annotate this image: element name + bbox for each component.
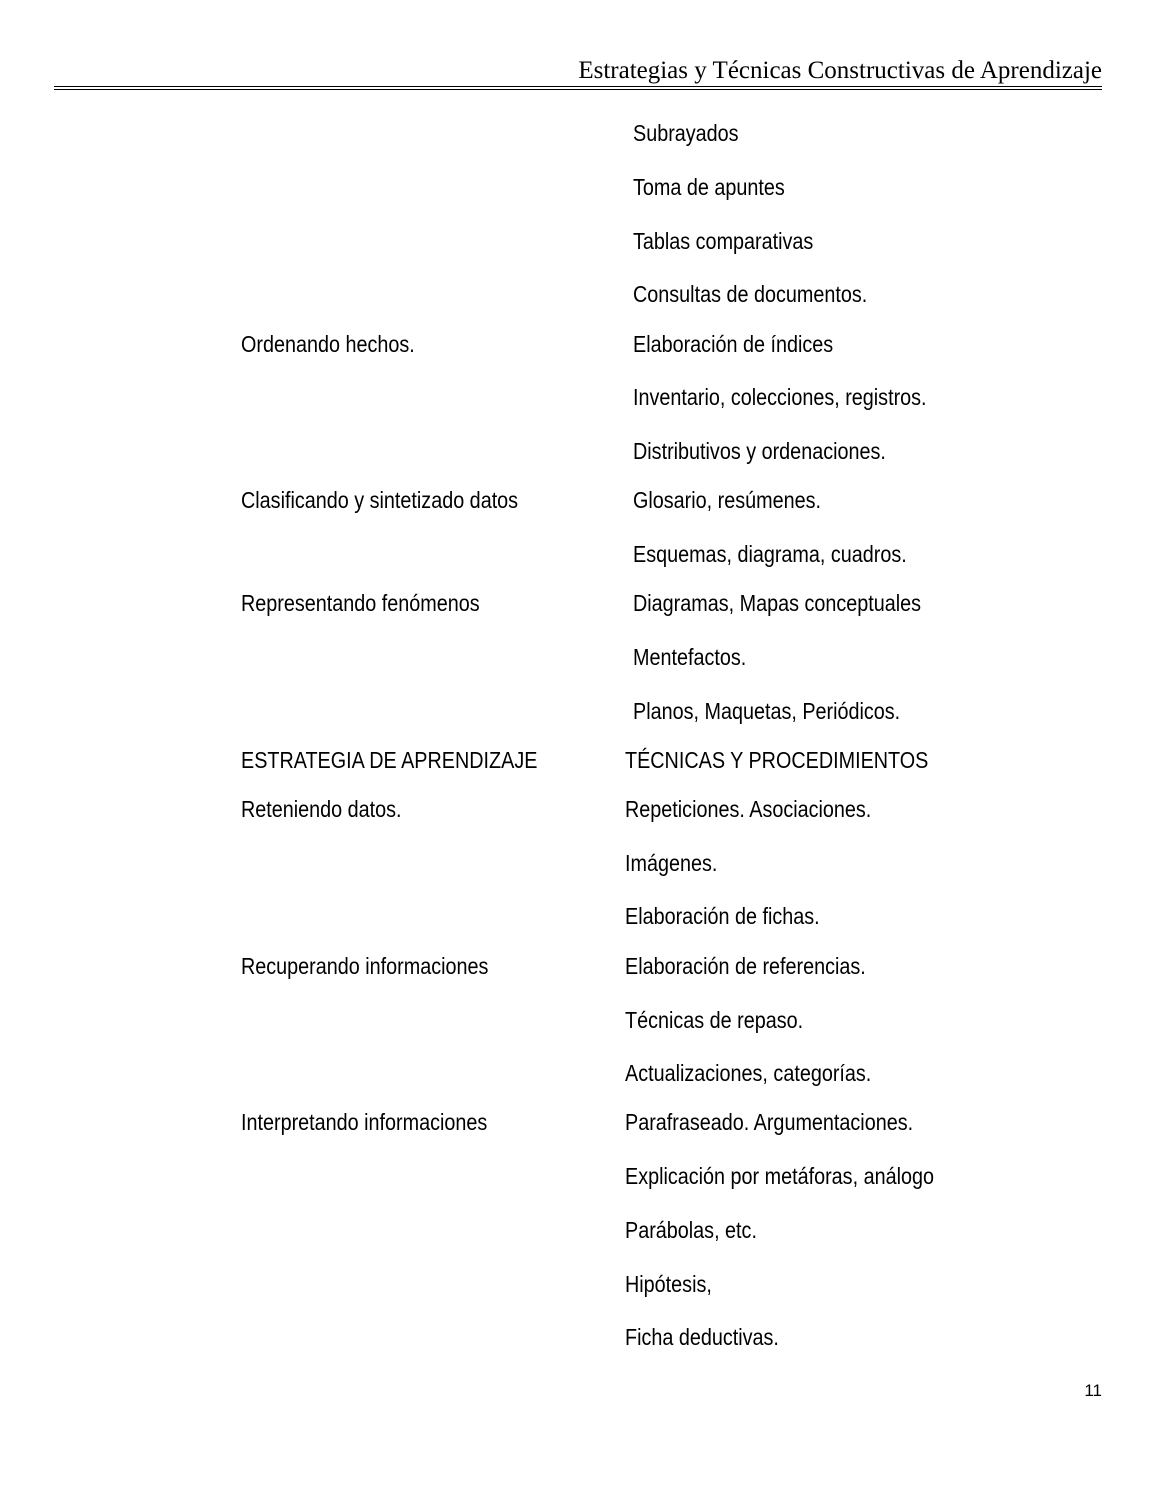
strategy-label: Representando fenómenos — [241, 590, 480, 616]
technique-item: Distributivos y ordenaciones. — [633, 438, 886, 464]
strategy-label: Reteniendo datos. — [241, 796, 402, 822]
technique-item: Ficha deductivas. — [625, 1324, 779, 1350]
column-header-techniques: TÉCNICAS Y PROCEDIMIENTOS — [625, 747, 929, 773]
technique-item: Parábolas, etc. — [625, 1217, 757, 1243]
page-number: 11 — [1084, 1381, 1102, 1400]
technique-item: Técnicas de repaso. — [625, 1007, 804, 1033]
technique-item: Elaboración de referencias. — [625, 953, 866, 979]
header-rule-top — [54, 86, 1102, 87]
technique-item: Mentefactos. — [633, 644, 747, 670]
strategy-label: Recuperando informaciones — [241, 953, 489, 979]
technique-item: Hipótesis, — [625, 1271, 712, 1297]
technique-item: Diagramas, Mapas conceptuales — [633, 590, 922, 616]
strategy-label: Interpretando informaciones — [241, 1109, 488, 1135]
page-header — [54, 54, 1102, 90]
technique-item: Consultas de documentos. — [633, 281, 868, 307]
technique-item: Subrayados — [633, 120, 739, 146]
technique-item: Esquemas, diagrama, cuadros. — [633, 541, 907, 567]
column-header-strategy: ESTRATEGIA DE APRENDIZAJE — [241, 747, 538, 773]
technique-item: Explicación por metáforas, análogo — [625, 1163, 934, 1189]
technique-item: Inventario, colecciones, registros. — [633, 384, 927, 410]
technique-item: Elaboración de índices — [633, 331, 834, 357]
technique-item: Elaboración de fichas. — [625, 903, 820, 929]
technique-item: Parafraseado. Argumentaciones. — [625, 1109, 914, 1135]
technique-item: Glosario, resúmenes. — [633, 487, 821, 513]
strategy-label: Ordenando hechos. — [241, 331, 415, 357]
header-title: Estrategias y Técnicas Constructivas de Aprendizaje — [578, 57, 1102, 84]
header-rule-bottom — [54, 89, 1102, 90]
technique-item: Imágenes. — [625, 850, 718, 876]
technique-item: Planos, Maquetas, Periódicos. — [633, 698, 901, 724]
technique-item: Tablas comparativas — [633, 228, 814, 254]
technique-item: Repeticiones. Asociaciones. — [625, 796, 872, 822]
technique-item: Actualizaciones, categorías. — [625, 1060, 872, 1086]
technique-item: Toma de apuntes — [633, 174, 785, 200]
strategy-label: Clasificando y sintetizado datos — [241, 487, 519, 513]
